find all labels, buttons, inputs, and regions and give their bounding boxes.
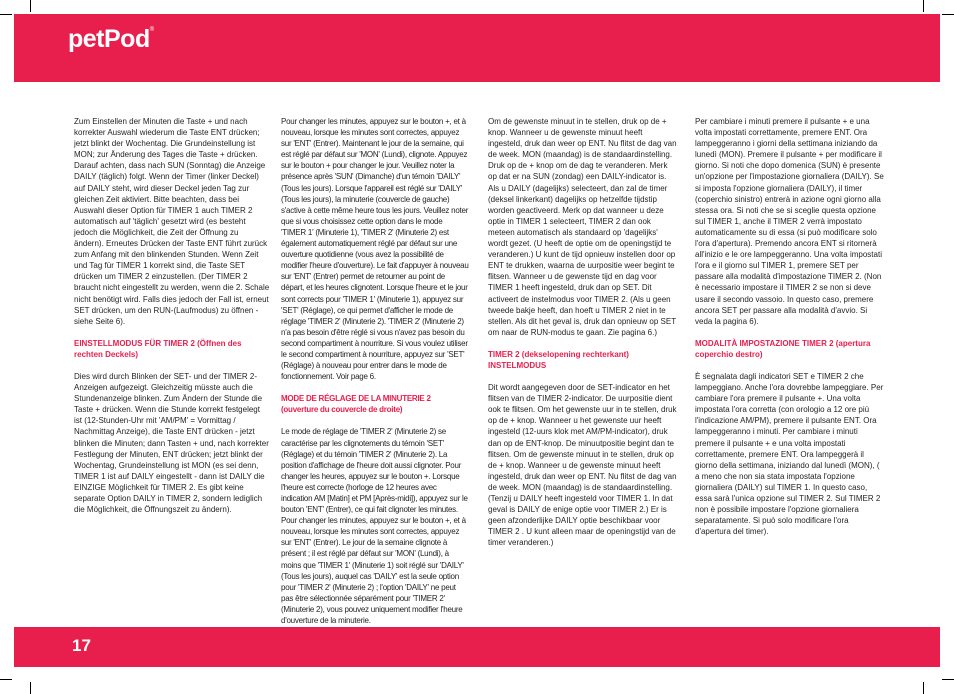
column-german (74, 116, 270, 526)
section-heading: EINSTELLMODUS FÜR TIMER 2 (Öffnen des rechten Deckels) (74, 338, 242, 359)
column-italian (695, 116, 885, 548)
crop-mark (0, 14, 12, 15)
logo-text: petPod (68, 25, 150, 53)
crop-mark (923, 682, 924, 694)
paragraph: Om de gewenste minuut in te stellen, druk op de + knop. Wanneer u de gewenste minuut heeft ingesteld, druk dan weer op ENT. Nu flitst de dag van de week. MON (maandag) is de standaardinstelling. Druk op de + knop om de dag te veranderen. Merk op dat er na SUN (zondag) een DAILY-indicator is. Als u DAILY (dagelijks) selecteert, dan zal de timer (deksel linkerkant) dagelijks op hetzelfde tijdstip worden geactiveerd. Merk op dat wanneer u deze optie in TIMER 1 selecteert, TIMER 2 dan ook meteen automatisch als standaard op 'dagelijks' wordt gezet. (U heeft de optie om de openingstijd te veranderen.) U kunt de tijd opnieuw instellen door op ENT te drukken, waarna de uurpositie weer begint te flitsen. Wanneer u de gewenste tijd en dag voor TIMER 1 heeft ingesteld, druk dan op SET. Dit activeert de instelmodus voor TIMER 2. (Als u geen tweede bakje heeft, dan hoeft u TIMER 2 niet in te stellen. Als dit het geval is, druk dan opnieuw op SET om naar de RUN-modus te gaan. Zie pagina 6.) (488, 117, 677, 337)
paragraph: È segnalata dagli indicatori SET e TIMER 2 che lampeggiano. Anche l'ora dovrebbe lampeggiare. Per cambiare l'ora premere il pulsante +. Una volta impostata l'ora corretta (con orologio a 12 ore più l'indicazione AM/PM), premere il pulsante ENT. Ora lampeggeranno i minuti. Per cambiare i minuti premere il pulsante + e una volta impostati correttamente, premere ENT. Ora lampeggerà il giorno della settimana, iniziando dal lunedì (MON), ( a meno che non sia stata impostata l'opzione giornaliera (DAILY) sul TIMER 1. In questo caso, essa sarà l'unica opzione sul TIMER 2. Sul TIMER 2 non è possibile impostare l'opzione giornaliera separatamente. Si può solo modificare l'ora d'apertura del timer). (695, 371, 884, 537)
paragraph: Per cambiare i minuti premere il pulsante + e una volta impostati correttamente, premere ENT. Ora lampeggeranno i giorni della settimana iniziando da lunedì (MON). Premere il pulsante + per modificare il giorno. Si noti che dopo domenica (SUN) è presente un'opzione per l'impostazione giornaliera (DAILY). Se si imposta l'opzione giornaliera (DAILY), il timer (coperchio sinistro) entrerà in azione ogni giorno alla stessa ora. Si noti che se si sceglie questa opzione sul TIMER 1, anche il TIMER 2 verrà impostato automaticamente su di essa (si può modificare solo l'ora d'apertura). Premendo ancora ENT si ritornerà all'inizio e le ore lampeggeranno. Una volta impostati l'ora e il giorno sul TIMER 1, premere SET per passare alla modalità d'impostazione TIMER 2. (Non è necessario impostare il TIMER 2 se non si deve usare il secondo vassoio. In questo caso, premere ancora SET per passare alla modalità d'avvio. Si veda la pagina 6). (695, 117, 884, 326)
section-heading: MODE DE RÉGLAGE DE LA MINUTERIE 2 (ouverture du couvercle de droite) (281, 394, 431, 415)
paragraph: Dies wird durch Blinken der SET- und der TIMER 2-Anzeigen aufgezeigt. Gleichzeitig müsste auch die Stundenanzeige blinken. Zum Ändern der Stunde die Taste + drücken. Wenn die Stunde korrekt festgelegt ist (12-Stunden-Uhr mit 'AM/PM' = Vormittag / Nachmittag Anzeige), die Taste ENT drücken - jetzt blinken die Minuten; dann Tasten + und, nach korrekter Festlegung der Minuten, ENT drücken; jetzt blinkt der Wochentag, Grundeinstellung ist MON (es sei denn, TIMER 1 ist auf DAILY eingestellt - dann ist DAILY die EINZIGE Möglichkeit für TIMER 2. Es gibt keine separate Option DAILY in TIMER 2, sondern lediglich die Möglichkeit, die Öffnungszeit zu ändern). (74, 371, 269, 515)
paragraph: Le mode de réglage de 'TIMER 2' (Minuterie 2) se caractérise par les clignotements du témoin 'SET' (Réglage) et du témoin 'TIMER 2' (Minuterie 2). La position d'affichage de l'heure doit aussi clignoter. Pour changer les heures, appuyez sur le bouton +. Lorsque l'heure est correcte (horloge de 12 heures avec indication AM [Matin] et PM [Après-midi]), appuyez sur le bouton 'ENT' (Entrer), ce qui fait clignoter les minutes. Pour changer les minutes, appuyez sur le bouton +, et à nouveau, lorsque les minutes sont correctes, appuyez sur 'ENT' (Entrer). Le jour de la semaine clignote à présent ; il est réglé par défaut sur 'MON' (Lundi), à moins que 'TIMER 1' (Minuterie 1) soit réglé sur 'DAILY' (Tous les jours), auquel cas 'DAILY' est la seule option pour 'TIMER 2' (Minuterie 2) ; l'option 'DAILY' ne peut pas être sélectionnée séparément pour 'TIMER 2' (Minuterie 2), vous pouvez uniquement modifier l'heure d'ouverture de la minuterie. (281, 427, 468, 626)
crop-mark (942, 14, 954, 15)
column-french (281, 116, 469, 637)
crop-mark (923, 0, 924, 12)
page-number: 17 (72, 636, 91, 655)
section-heading: MODALITÀ IMPOSTAZIONE TIMER 2 (apertura coperchio destro) (695, 338, 871, 359)
paragraph: Darauf achten, dass nach SUN (Sonntag) die Anzeige DAILY (täglich) folgt. Wenn der Timer (linker Deckel) auf DAILY steht, wird dieser Deckel jeden Tag zur gleichen Zeit aktiviert. Bitte beachten, dass bei Auswahl dieser Option für TIMER 1 auch TIMER 2 automatisch auf 'täglich' gesetzt wird (es besteht jedoch die Möglichkeit, die Zeit der Öffnung zu ändern). Erneutes Drücken der Taste ENT führt zurück zum Anfang mit den blinkenden Stunden. Wenn Zeit und Tag für TIMER 1 korrekt sind, die Taste SET drücken um TIMER 2 einzustellen. (Der TIMER 2 braucht nicht eingestellt zu werden, wenn die 2. Schale nicht benötigt wird. Falls dies jedoch der Fall ist, erneut SET drücken, um den RUN-(Laufmodus) zu öffnen - siehe Seite 6). (74, 161, 270, 326)
registered-mark: ® (149, 27, 154, 33)
paragraph: Pour changer les minutes, appuyez sur le bouton +, et à nouveau, lorsque les minutes sont correctes, appuyez sur 'ENT' (Entrer). Maintenant le jour de la semaine, qui est réglé par défaut sur 'MON' (Lundi), clignote. Appuyez sur le bouton + pour changer le jour. Veuillez noter la présence après 'SUN' (Dimanche) d'un témoin 'DAILY' (Tous les jours). Lorsque l'appareil est réglé sur 'DAILY' (Tous les jours), la minuterie (couvercle de gauche) s'active à cette même heure tous les jours. Veuillez noter que si vous choisissez cette option dans le mode 'TIMER 1' (Minuterie 1), 'TIMER 2' (Minuterie 2) est également automatiquement réglé par défaut sur une ouverture quotidienne (vous avez la possibilité de modifier l'heure d'ouverture). Le fait d'appuyer à nouveau sur 'ENT' (Entrer) permet de retourner au point de départ, et les heures clignotent. Lorsque l'heure et le jour sont corrects pour 'TIMER 1' (Minuterie 1), appuyez sur 'SET' (Réglage), ce qui permet d'afficher le mode de réglage 'TIMER 2' (Minuterie 2). 'TIMER 2' (Minuterie 2) n'a pas besoin d'être réglé si vous n'avez pas besoin du second compartiment à nourriture. Si vous voulez utiliser le second compartiment à nourriture, appuyez sur 'SET' (Réglage) à nouveau pour entrer dans le mode de fonctionnement. Voir page 6. (281, 117, 469, 382)
petpod-logo (68, 25, 154, 54)
footer-band (14, 627, 940, 667)
paragraph: Dit wordt aangegeven door de SET-indicator en het flitsen van de TIMER 2-indicator. De uurpositie dient ook te flitsen. Om het gewenste uur in te stellen, druk op de + knop. Wanneer u het gewenste uur heeft ingesteld (12-uurs klok met AM/PM-indicator), druk dan op de ENT-knop. De minuutpositie begint dan te flitsen. Om de gewenste minuut in te stellen, druk op de + knop. Wanneer u de gewenste minuut heeft ingesteld, druk dan weer op ENT. Nu flitst de dag van de week. MON (maandag) is de standaardinstelling. (Tenzij u DAILY heeft ingesteld voor TIMER 1. In dat geval is DAILY de enige optie voor TIMER 2.) Er is geen afzonderlijke DAILY optie beschikbaar voor TIMER 2 . U kunt alleen maar de openingstijd van de timer veranderen.) (488, 383, 677, 548)
column-dutch (488, 116, 678, 559)
crop-mark (0, 679, 12, 680)
crop-mark (942, 679, 954, 680)
crop-mark (30, 0, 31, 12)
crop-mark (30, 682, 31, 694)
paragraph: Zum Einstellen der Minuten die Taste + und nach korrekter Auswahl wiederum die Taste ENT drücken; jetzt blinkt der Wochentag. Die Grundeinstellung ist MON; zur Änderung des Tages die Taste + drücken. (74, 117, 260, 160)
section-heading: TIMER 2 (dekselopening rechterkant) INSTELMODUS (488, 349, 629, 370)
